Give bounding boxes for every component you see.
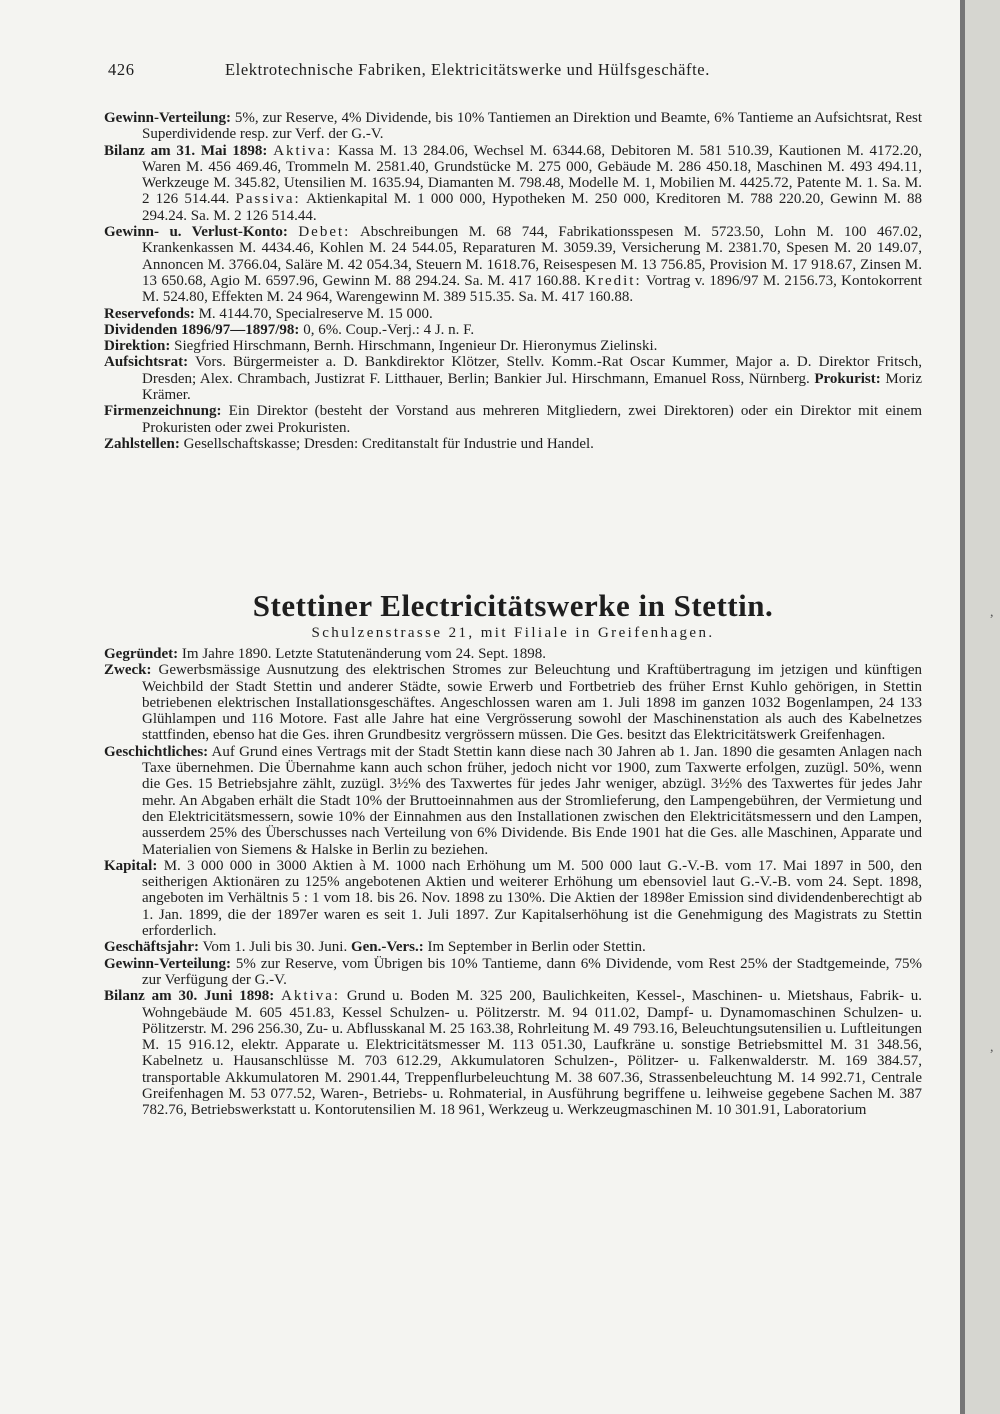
entry-text: 0, 6%. Coup.-Verj.: 4 J. n. F. — [303, 321, 475, 338]
company-title: Stettiner Electricitätswerke in Stettin. — [252, 588, 774, 623]
kredit-label: Kredit: — [585, 272, 642, 289]
gen-vers-label: Gen.-Vers.: — [350, 939, 424, 956]
entry-firmenzeichnung — [104, 403, 922, 436]
entry-zweck — [104, 662, 922, 743]
entry-label: Geschichtliches: — [104, 743, 209, 760]
aktiva-label: Aktiva: — [273, 142, 333, 159]
aktiva-label: Aktiva: — [281, 988, 341, 1005]
edge-mark: , — [990, 605, 994, 620]
entry-text: Kassa M. 13 284.06, Wechsel M. 6344.68, Debitoren M. 581 510.39, Kautionen M. 4172.20, Waren M. 456 469.46, Trommeln M. 2581.40, Grundstücke M. 275 000, Gebäude M. 286 450.18, Maschinen M. 493 494.11, Werkzeuge M. 345.82, Utensilien M. 1635.94, Diamanten M. 798.48, Modelle M. 1, Mobilien M. 4425.72, Patente M. 1. Sa. M. 2 126 514.44. — [142, 142, 923, 208]
entry-label: Zweck: — [104, 662, 152, 679]
entry-gewinn-verlust — [104, 224, 922, 305]
entry-text: 5%, zur Reserve, 4% Dividende, bis 10% Tantiemen an Direktion und Beamte, 6% Tantieme an Aufsichtsrat, Rest Superdividende resp. zur Verf. der G.-V. — [142, 110, 923, 143]
edge-mark: , — [990, 1040, 994, 1055]
entry-gewinn-verteilung — [104, 110, 922, 143]
entry-text: Vom 1. Juli bis 30. Juni. — [202, 939, 348, 956]
entry-kapital — [104, 858, 922, 939]
entry-gegruendet — [104, 646, 922, 662]
prokurist-label: Prokurist: — [814, 370, 881, 387]
stettin-company-section — [104, 646, 922, 1119]
entry-geschaeftsjahr — [104, 939, 922, 955]
entry-label: Bilanz am 30. Juni 1898: — [104, 988, 275, 1005]
entry-text: Ein Direktor (besteht der Vorstand aus mehreren Mitgliedern, zwei Direktoren) oder ein Direktor mit einem Prokuristen oder zwei Prokuristen. — [142, 403, 922, 436]
page-number: 426 — [108, 60, 135, 79]
entry-text: Vortrag v. 1896/97 M. 2156.73, Kontokorrent M. 524.80, Effekten M. 24 964, Warengewinn M. 389 515.35. Sa. M. 417 160.88. — [142, 272, 922, 306]
entry-label: Gegründet: — [104, 646, 179, 662]
entry-label: Firmenzeichnung: — [104, 403, 222, 420]
entry-text: Vors. Bürgermeister a. D. Bankdirektor Klötzer, Stellv. Komm.-Rat Oscar Kummer, Major a. D. Direktor Fritsch, Dresden; Alex. Chrambach, Justizrat F. Litthauer, Berlin; Bankier Jul. Hirschmann, Emanuel Ross, Nürnberg. — [142, 354, 922, 387]
entry-text: Auf Grund eines Vertrags mit der Stadt Stettin kann diese nach 30 Jahren ab 1. Jan. 1890 die gesamten Anlagen nach Taxe übernehmen. Die Übernahme kann auch schon früher, jedoch nicht vor 1900, zum Taxwerte erfolgen, zuzügl. 50%, wenn die Ges. 15 Betriebsjahre zählt, zuzügl. 3½% des Taxwertes für jedes Jahr weniger, abzügl. 3½% des Taxwertes für jedes Jahr mehr. An Abgaben erhält die Stadt 10% der Bruttoeinnahmen aus der Stromlieferung, den Lampengebühren, der Vermietung und den Elektricitätsmessern, sowie 10% der Einnahmen aus den Installationen zwischen den Elektricitätsmessern und den Lampen, ausserdem 25% des Überschusses nach Verteilung von 6% Dividende. Bis Ende 1901 hat die Ges. alle Maschinen, Apparate und Materialien von Siemens & Halske in Berlin zu beziehen. — [142, 743, 922, 858]
entry-bilanz — [104, 143, 922, 224]
entry-label: Direktion: — [104, 338, 171, 355]
entry-bilanz — [104, 988, 922, 1118]
entry-text: Grund u. Boden M. 325 200, Baulichkeiten, Kessel-, Maschinen- u. Mietshaus, Fabrik- u. Wohngebäude M. 605 451.83, Kessel Schulzen- u. Pölitzerstr. M. 94 011.02, Dampf- u. Dynamomaschinen Schulzen- u. Pölitzerstr. M. 296 256.30, Zu- u. Abflusskanal M. 25 163.38, Rohrleitung M. 49 793.16, Beleuchtungsutensilien u. Luftleitungen M. 15 916.12, elektr. Apparate u. Elektricitätsmesser M. 113 051.30, Laufkräne u. sonstige Betriebsmittel M. 31 348.56, Kabelnetz u. Hausanschlüsse M. 703 612.29, Akkumulatoren Schulzen-, Pölitzer- u. Falkenwalderstr. M. 169 384.57, transportable Akkumulatoren M. 2901.44, Treppenflurbeleuchtung M. 38 607.36, Strassenbeleuchtung M. 14 992.71, Centrale Greifenhagen M. 53 077.52, Waren-, Betriebs- u. Rohmaterial, in Ausführung begriffene u. leihweise gegebene Sachen M. 387 782.76, Betriebswerkstatt u. Kontorutensilien M. 18 961, Werkzeug u. Werkzeugmaschinen M. 10 301.91, Laboratorium — [142, 988, 923, 1119]
entry-text: Gewerbsmässige Ausnutzung des elektrischen Stromes zur Beleuchtung und Kraftübertragung im jetzigen und künftigen Weichbild der Stadt Stettin und anderer Städte, sowie Erwerb und Fortbetrieb des früher Ernst Kuhlo gehörigen, in Stettin betriebenen elektrischen Installationsgeschäftes. Angeschlossen waren am 1. Juli 1898 im ganzen 1032 Bogenlampen, 24 133 Glühlampen und 116 Motore. Fast alle Jahre hat eine Vergrösserung sowohl der Maschinenstation als auch des Kabelnetzes stattfinden, ebenso hat die Ges. ihren Grundbesitz vergrössern müssen. Die Ges. besitzt das Elektricitätswerk Greifenhagen. — [142, 662, 923, 744]
entry-text: M. 3 000 000 in 3000 Aktien à M. 1000 nach Erhöhung um M. 500 000 laut G.-V.-B. vom 17. Mai 1897 in 500, den seitherigen Aktionären zu 125% angebotenen Aktien und weiterer Erhöhung um ebensoviel laut G.-V.-B. vom 24. Sept. 1898, angeboten im Verhältnis 5 : 1 vom 18. bis 26. Nov. 1898 zu 130%. Die Aktien der 1898er Emission sind dividendenberechtigt ab 1. Jan. 1899, die der 1897er waren es seit 1. Juli 1897. Zur Kapitalserhöhung ist die Genehmigung des Magistrats zu Stettin erforderlich. — [142, 857, 923, 940]
entry-gewinn-verteilung — [104, 956, 922, 989]
entry-text: Moriz Krämer. — [142, 370, 923, 404]
entry-geschichtliches — [104, 744, 922, 858]
entry-text: Abschreibungen M. 68 744, Fabrikationsspesen M. 5723.50, Lohn M. 100 467.02, Krankenkassen M. 4434.46, Kohlen M. 24 544.05, Reparaturen M. 3059.39, Versicherung M. 2381.70, Spesen M. 20 149.07, Annoncen M. 3766.04, Saläre M. 42 054.34, Steuern M. 1618.76, Reisespesen M. 13 756.85, Provision M. 17 918.67, Zinsen M. 13 650.68, Agio M. 6597.96, Gewinn M. 88 294.24. Sa. M. 417 160.88. — [142, 224, 923, 289]
debet-label: Debet: — [298, 224, 351, 241]
entry-label: Bilanz am 31. Mai 1898: — [104, 142, 268, 159]
entry-text: Im Jahre 1890. Letzte Statutenänderung vom 24. Sept. 1898. — [181, 646, 547, 662]
running-title: Elektrotechnische Fabriken, Elektricitätswerke und Hülfsgeschäfte. — [225, 60, 710, 79]
entry-aufsichtsrat — [104, 354, 922, 403]
entry-text: Aktienkapital M. 1 000 000, Hypotheken M. 250 000, Kreditoren M. 788 220.20, Gewinn M. 88 294.24. Sa. M. 2 126 514.44. — [142, 191, 923, 224]
entry-zahlstellen — [104, 436, 922, 452]
entry-reservefonds — [104, 306, 922, 322]
entry-text: Siegfried Hirschmann, Bernh. Hirschmann, Ingenieur Dr. Hieronymus Zielinski. — [174, 338, 658, 355]
entry-dividenden — [104, 322, 922, 338]
entry-label: Reservefonds: — [104, 305, 195, 322]
entry-label: Gewinn-Verteilung: — [104, 110, 231, 126]
entry-label: Gewinn- u. Verlust-Konto: — [104, 224, 288, 241]
previous-company-section — [104, 110, 922, 452]
facing-page-strip — [965, 0, 1000, 1414]
entry-text: Im September in Berlin oder Stettin. — [427, 939, 646, 956]
entry-label: Kapital: — [104, 857, 158, 874]
entry-label: Aufsichtsrat: — [104, 354, 189, 371]
entry-text: Gesellschaftskasse; Dresden: Creditanstalt für Industrie und Handel. — [183, 435, 594, 452]
entry-label: Dividenden 1896/97—1897/98: — [104, 321, 300, 338]
entry-text: 5% zur Reserve, vom Übrigen bis 10% Tantieme, dann 6% Dividende, vom Rest 25% der Stadtgemeinde, 75% zur Verfügung der G.-V. — [142, 955, 922, 988]
company-address: Schulzenstrasse 21, mit Filiale in Greifenhagen. — [311, 625, 715, 641]
entry-direktion — [104, 338, 922, 354]
entry-label: Geschäftsjahr: — [104, 939, 199, 956]
passiva-label: Passiva: — [235, 191, 301, 208]
entry-label: Zahlstellen: — [104, 435, 180, 452]
entry-label: Gewinn-Verteilung: — [104, 955, 231, 972]
entry-text: M. 4144.70, Specialreserve M. 15 000. — [198, 305, 433, 322]
